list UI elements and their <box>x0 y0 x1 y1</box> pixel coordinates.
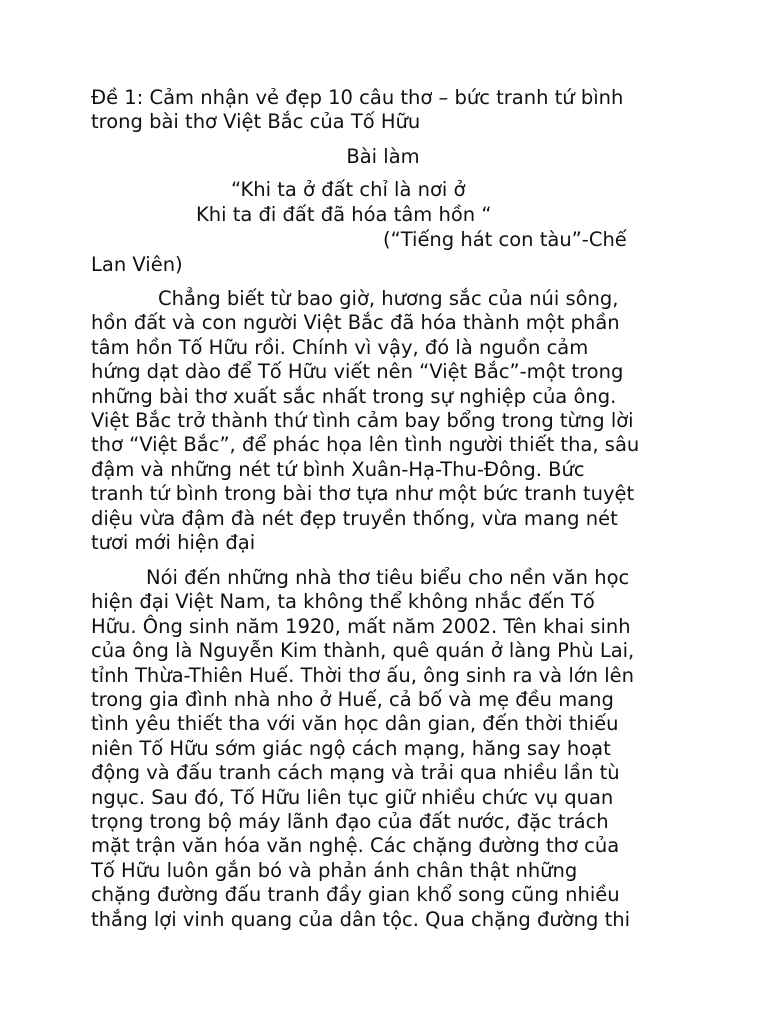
paragraph-line: chặng đường đấu tranh đầy gian khổ song cũng nhiều <box>91 883 620 907</box>
paragraph-line: Chẳng biết từ bao giờ, hương sắc của núi sông, <box>158 287 619 310</box>
paragraph-line: thơ “Việt Bắc”, để phác họa lên tình người thiết tha, sâu <box>91 433 640 457</box>
essay-title <box>91 86 681 135</box>
paragraph-line: Hữu. Ông sinh năm 1920, mất năm 2002. Tên khai sinh <box>91 614 631 638</box>
paragraph-line: đậm và những nét tứ bình Xuân-Hạ-Thu-Đông. Bức <box>91 457 585 481</box>
paragraph-line: trọng trong bộ máy lãnh đạo của đất nước, đặc trách <box>91 810 609 834</box>
paragraph-line: tình yêu thiết tha với văn học dân gian, đến thời thiếu <box>91 712 619 736</box>
paragraph-line: niên Tố Hữu sớm giác ngộ cách mạng, hăng say hoạt <box>91 736 611 760</box>
paragraph-line: tâm hồn Tố Hữu rồi. Chính vì vậy, đó là nguồn cảm <box>91 335 589 359</box>
title-line: trong bài thơ Việt Bắc của Tố Hữu <box>91 110 421 134</box>
paragraph-line: thắng lợi vinh quang của dân tộc. Qua chặng đường thi <box>91 907 631 931</box>
paragraph-line: Tố Hữu luôn gắn bó và phản ánh chân thật những <box>91 858 578 882</box>
paragraph-line: của ông là Nguyễn Kim thành, quê quán ở làng Phù Lai, <box>91 639 635 663</box>
epigraph-source-part-1: (“Tiếng hát con tàu”-Chế <box>383 228 627 251</box>
paragraph-line: hồn đất và con người Việt Bắc đã hóa thành một phần <box>91 311 620 335</box>
epigraph-line-1: “Khi ta ở đất chỉ là nơi ở <box>231 178 466 201</box>
paragraph-line: trong gia đình nhà nho ở Huế, cả bố và mẹ đều mang <box>91 688 614 712</box>
epigraph-source-part-2: Lan Viên) <box>91 253 183 276</box>
paragraph-line: Nói đến những nhà thơ tiêu biểu cho nền văn học <box>146 566 630 589</box>
paragraph-line: hiện đại Việt Nam, ta không thể không nhắc đến Tố <box>91 590 595 614</box>
paragraph-line: hứng dạt dào để Tố Hữu viết nên “Việt Bắc”-một trong <box>91 360 624 384</box>
paragraph-author <box>91 566 681 932</box>
title-line: Đề 1: Cảm nhận vẻ đẹp 10 câu thơ – bức tranh tứ bình <box>91 86 624 109</box>
paragraph-line: mặt trận văn hóa văn nghệ. Các chặng đường thơ của <box>91 834 620 858</box>
paragraph-line: Việt Bắc trở thành thứ tình cảm bay bổng trong từng lời <box>91 409 634 433</box>
epigraph-line-2: Khi ta đi đất đã hóa tâm hồn “ <box>196 203 492 226</box>
paragraph-line: tỉnh Thừa-Thiên Huế. Thời thơ ấu, ông sinh ra và lớn lên <box>91 663 635 687</box>
paragraph-line: những bài thơ xuất sắc nhất trong sự nghiệp của ông. <box>91 384 617 408</box>
paragraph-line: động và đấu tranh cách mạng và trải qua nhiều lần tù <box>91 761 620 785</box>
section-heading: Bài làm <box>346 145 420 168</box>
paragraph-line: diệu vừa đậm đà nét đẹp truyền thống, vừa mang nét <box>91 506 618 530</box>
paragraph-line: ngục. Sau đó, Tố Hữu liên tục giữ nhiều chức vụ quan <box>91 785 614 809</box>
paragraph-intro <box>91 287 681 555</box>
paragraph-line: tranh tứ bình trong bài thơ tựa như một bức tranh tuyệt <box>91 482 635 506</box>
paragraph-line: tươi mới hiện đại <box>91 531 256 555</box>
